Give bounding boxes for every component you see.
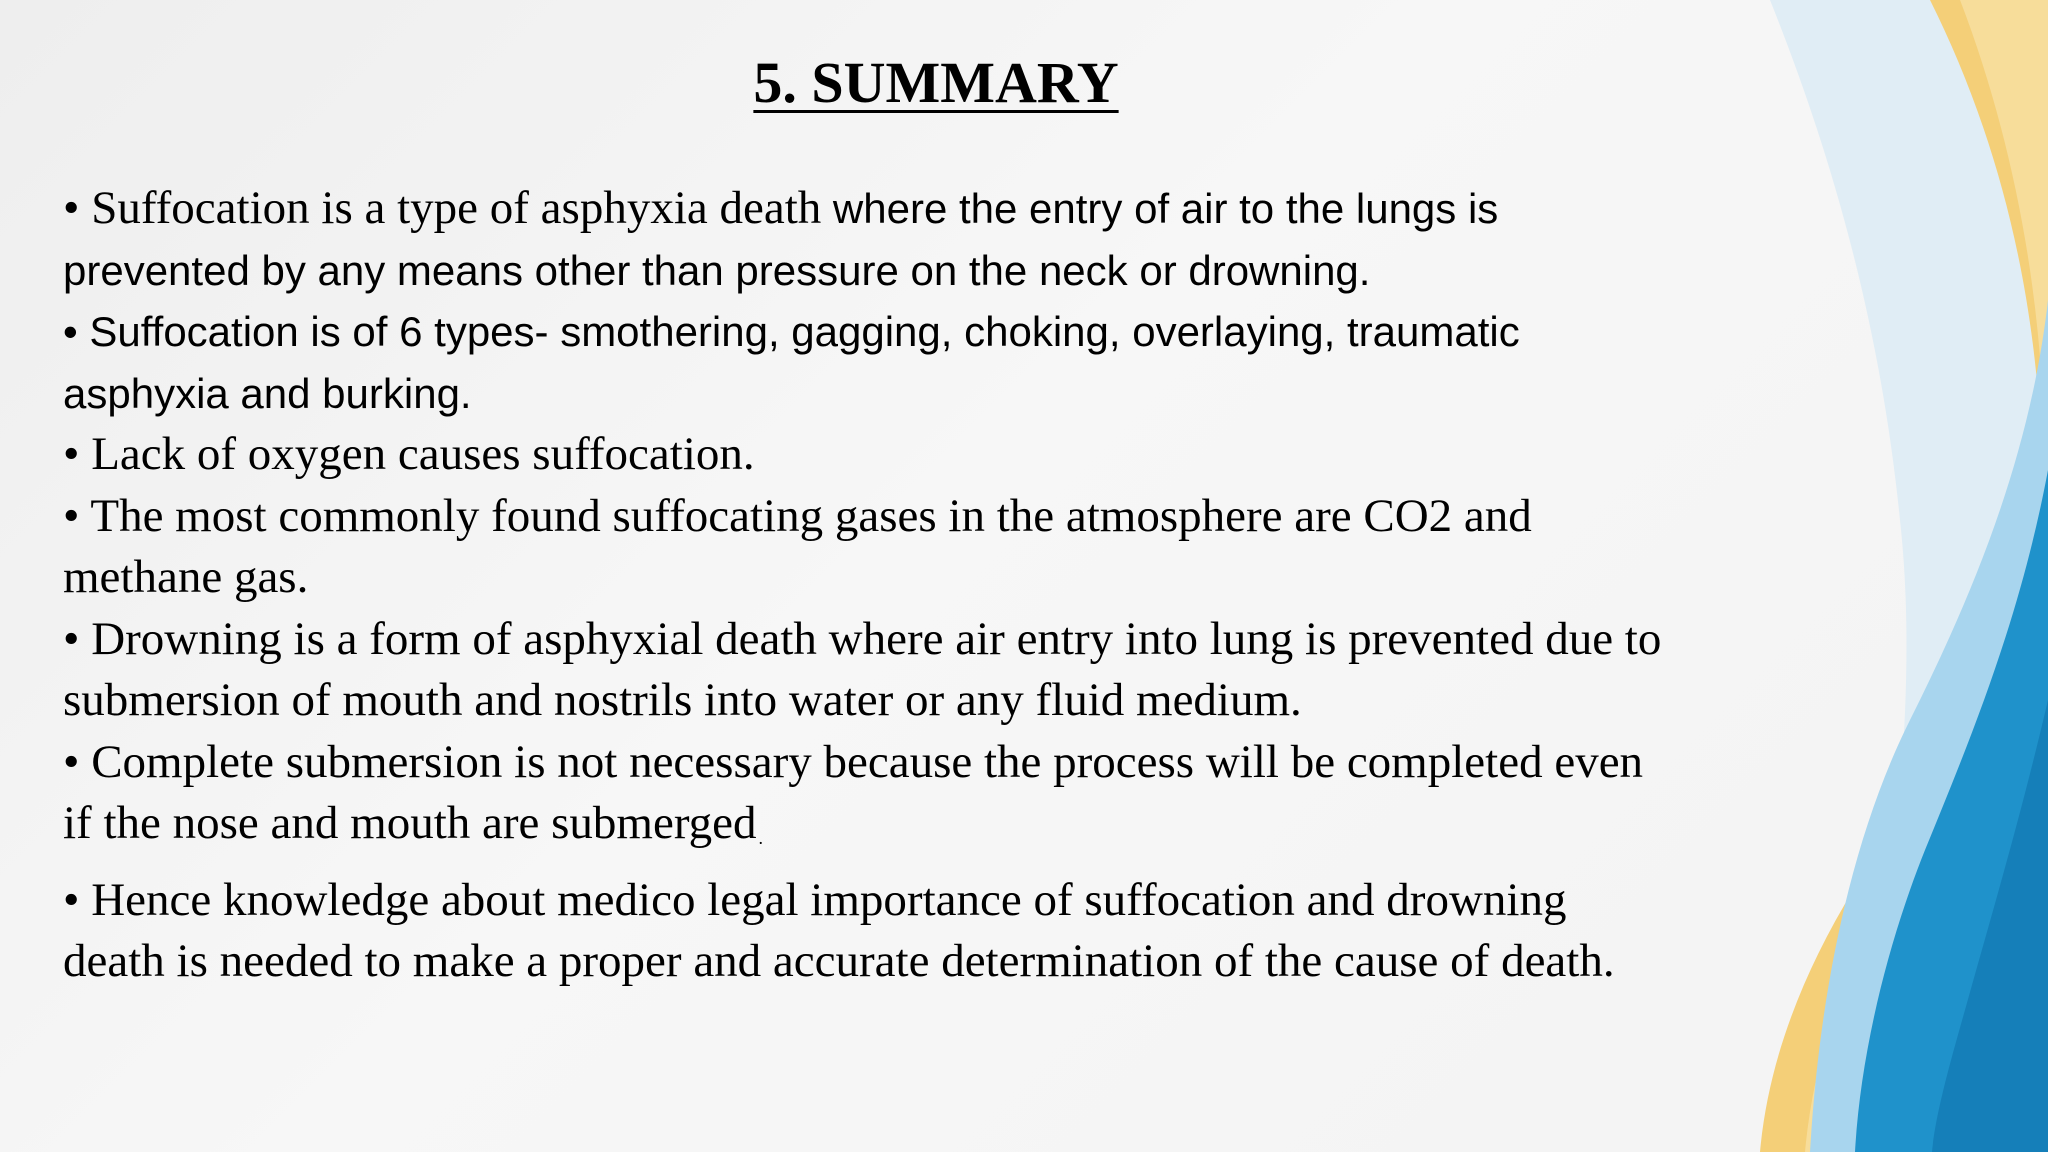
stray-period-mark: . xyxy=(758,828,764,848)
text-line-2: prevented by any means other than pressure on the neck or drowning. xyxy=(63,246,1371,294)
summary-bullets xyxy=(63,178,1823,993)
text-line-12: • Hence knowledge about medico legal importance of suffocation and drowning xyxy=(63,873,1567,926)
text-line-6: • The most commonly found suffocating gases in the atmosphere are CO2 and xyxy=(63,489,1532,542)
text-line-1: • Suffocation is a type of asphyxia death where the entry of air to the lungs is xyxy=(63,182,1499,234)
text-line-5: • Lack of oxygen causes suffocation. xyxy=(63,428,755,480)
text-line-3: • Suffocation is of 6 types- smothering, gagging, choking, overlaying, traumatic xyxy=(63,308,1520,355)
text-line-4: asphyxia and burking. xyxy=(63,369,472,417)
text-line-7: methane gas. xyxy=(63,551,309,603)
text-line-11: if the nose and mouth are submerged . xyxy=(63,797,764,849)
text-line-10: • Complete submersion is not necessary because the process will be completed even xyxy=(63,735,1644,788)
text-line-8: • Drowning is a form of asphyxial death where air entry into lung is prevented due to xyxy=(63,612,1662,665)
slide-title: 5. SUMMARY xyxy=(753,50,1119,115)
text-line-13: death is needed to make a proper and accurate determination of the cause of death. xyxy=(63,935,1615,987)
text-line-9: submersion of mouth and nostrils into water or any fluid medium. xyxy=(63,674,1302,726)
